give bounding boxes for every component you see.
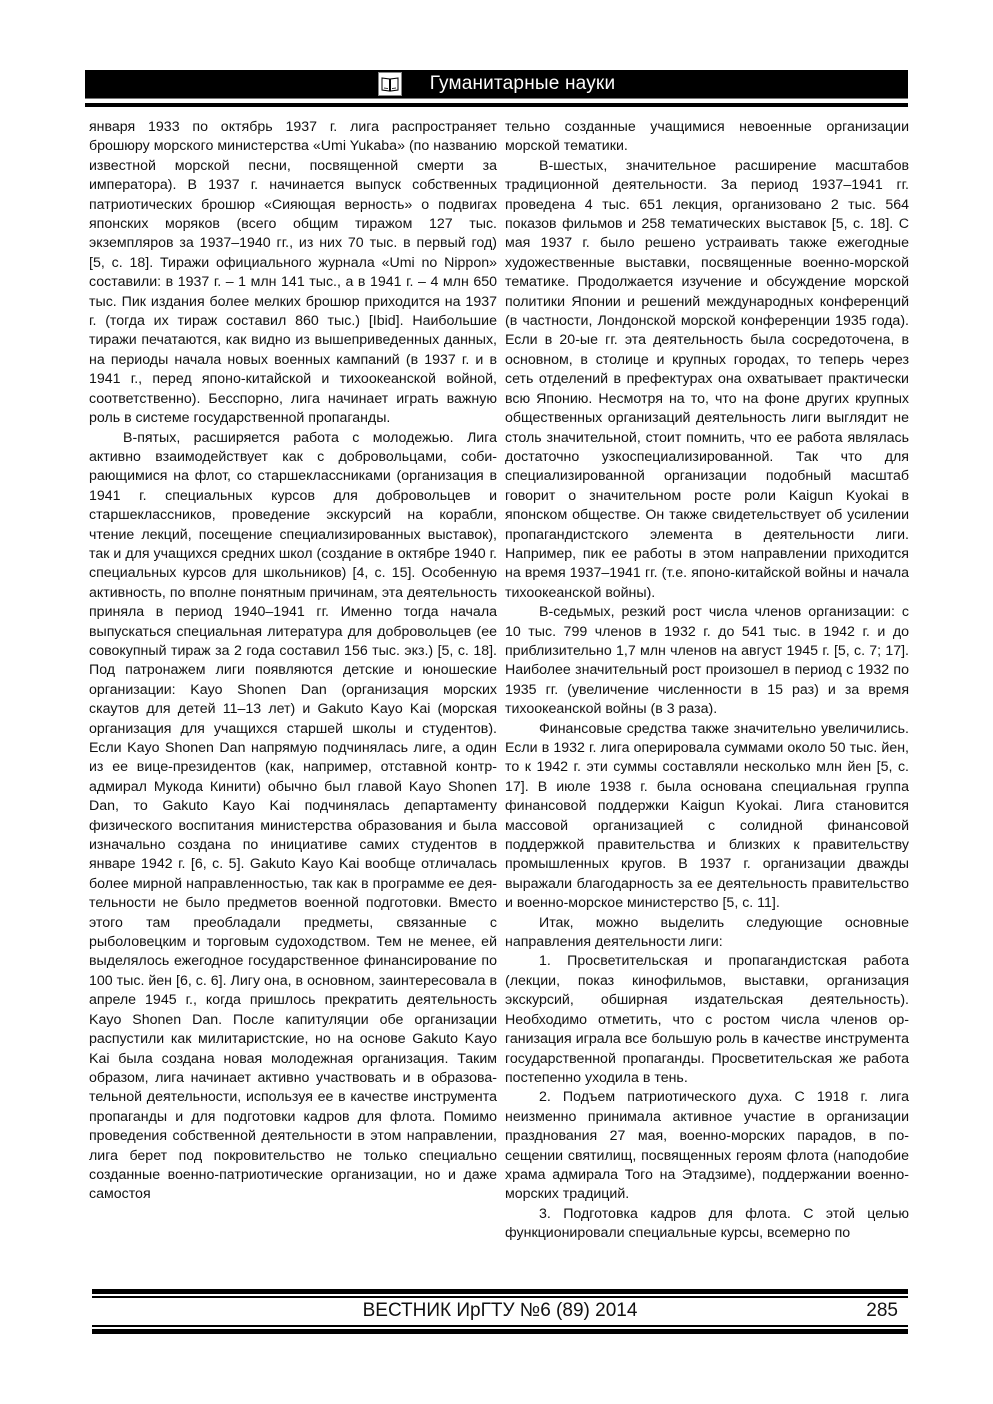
section-title: Гуманитарные науки <box>429 73 616 94</box>
journal-title: ВЕСТНИК ИрГТУ №6 (89) 2014 <box>362 1300 638 1321</box>
right-text-column <box>505 118 909 1244</box>
footer <box>92 1300 908 1324</box>
paragraph: января 1933 по октябрь 1937 г. лига распространяет брошюру морского министерства «Umi Yukaba» (по названию известной морской песни, посвященной смерти за императора). В 1937 г. начинается выпуск собственных патриотических брошюр «Сияющая верность» о подвигах японских моряков (всего общим тиражом 127 тыс. экземпляров за 1937–1940 гг., из них 70 тыс. в первый год) [5, с. 18]. Тиражи официального журнала «Umi no Nippon» составили: в 1937 г. – 1 млн 141 тыс., а в 1941 г. – 4 млн 650 тыс. Пик издания более мелких брошюр приходится на 1937 г. (тогда их тираж составил 860 тыс.) [Ibid]. Наибольшие тиражи печатаются, как видно из вышеприведенных данных, на периоды начала новых военных кампаний (в 1937 г. и в 1941 г., перед японо-китайской и тихоокеанской войной, соответственно). Бесспорно, лига начинает играть важную роль в системе государственной пропаганды. <box>89 119 497 427</box>
footer-divider-top-thin <box>92 1296 908 1298</box>
footer-divider-bottom-thin <box>92 1325 908 1327</box>
paragraph: Итак, можно выделить следующие основные направления деятельности лиги: <box>505 914 909 951</box>
paragraph: В-седьмых, резкий рост числа членов организации: с 10 тыс. 799 членов в 1932 г. до 541 тыс. в 1942 г. и до приблизительно 1,7 млн членов на август 1945 г. [5, с. 7; 17]. Наиболее значительный рост произошел в период с 1932 по 1935 гг. (увеличение численности в 15 раз) и за время тихоокеанской войны (в 3 раза). <box>505 604 909 718</box>
footer-divider-bottom-thick <box>92 1329 908 1334</box>
header-divider <box>85 103 908 107</box>
paragraph: 3. Подготовка кадров для флота. С этой целью функционировали специальные курсы, всемерно по <box>505 1205 909 1242</box>
paragraph: Финансовые средства также значительно увеличились. Если в 1932 г. лига оперировала суммами около 50 тыс. йен, то к 1942 г. эти суммы составляли несколько млн йен [5, с. 17]. В июле 1938 г. была основана специальная группа финансовой поддержки Kaigun Kyokai. Лига становится массовой организацией с солидной финансовой поддержкой правительства и близких к правительству промышленных кругов. В 1937 г. организации дважды выражали благодарность за ее деятельность правительство и военно-морское министерство [5, с. 11]. <box>505 720 909 912</box>
paragraph: тельно созданные учащимися невоенные организации морской тематики. <box>505 119 909 155</box>
page-number: 285 <box>866 1300 898 1321</box>
paragraph: В-шестых, значительное расширение масштабов традиционной деятельности. За период 1937–1941 гг. проведена 4 тыс. 651 лекция, организовано 2 тыс. 564 показов фильмов и 258 тематических выставок [5, с. 18]. С мая 1937 г. было решено устраивать также ежегодные художественные выставки, посвященные военно-морской тематике. Продолжается изучение и обсуждение морской политики Японии и решений международных конференций (в частности, Лондонской морской конференции 1935 года). Если в 20-ые гг. эта деятельность была сосредоточена, в основном, в столице и крупных городах, то теперь через сеть отделений в префектурах она охватывает практически всю Японию. Несмотря на то, что на фоне других крупных общественных организаций деятельность лиги выглядит не столь значительной, стоит помнить, что ее работа являлась достаточно узкоспециализированной. Так что для специализированной организации подобный масштаб говорит о значительном росте роли Kaigun Kyokai в японском обществе. Он также свидетельствует об усилении пропагандистского элемента в деятельности лиги. Например, пик ее работы в этом направлении приходится на время 1937–1941 гг. (т.е. японо-китайской войны и начала тихоокеанской войны). <box>505 157 909 601</box>
paragraph: В-пятых, расширяется работа с молодежью. Лига активно взаимодействует как с добровольцами, собирающимися на флот, со старшеклассниками (организация в 1941 г. специальных курсов для добровольцев и старшеклассников, проведение экскурсий на корабли, чтение лекций, посещение специализированных выставок), так и для учащихся средних школ (создание в октябре 1940 г. специальных курсов для школьников) [4, с. 15]. Особенную активность, по вполне понятным причинам, эта деятельность приняла в период 1940–1941 гг. Именно тогда начала выпускаться специальная литература для добровольцев (ее совокупный тираж за 2 года составил 156 тыс. экз.) [5, с. 18]. Под патронажем лиги появляются детские и юношеские организации: Kayo Shonen Dan (организация морских скаутов для детей 11–13 лет) и Gakuto Kayo Kai (морская организация для учащихся старшей школы и студентов). Если Kayo Shonen Dan напрямую подчинялась лиге, а один из ее вице-президентов (как, например, отставной контр-адмирал Мукода Кинити) обычно был главой Kayo Shonen Dan, то Gakuto Kayo Kai подчинялась департаменту физического воспитания министерства образования и была изначально создана по инициативе самих студентов в январе 1942 г. [6, с. 5]. Gakuto Kayo Kai вообще отличалась более мирной направленностью, так как в программе ее деятельности не было предметов военной подготовки. Вместо этого там преобладали предметы, связанные с рыболовецким и торговым судоходством. Тем не менее, ей выделялось ежегодное государственное финансирование по 100 тыс. йен [6, с. 6]. Лигу она, в основном, заинтересовала в апреле 1945 г., когда пришлось прекратить деятельность Kayo Shonen Dan. После капитуляции обе организации распустили как милитаристские, но на основе Gakuto Kayo Kai была создана новая молодежная организация. Таким образом, лига начинает активно участвовать и в образовательной деятельности, используя ее в качестве инструмента пропаганды и для подготовки кадров для флота. Помимо проведения собственной деятельности в этом направлении, лига берет под покровительство не только специально созданные военно-патриотические организации, но и даже самостоя <box>89 429 497 1203</box>
section-header-bar <box>85 70 908 99</box>
paragraph: 1. Просветительская и пропагандистская работа (лекции, показ кинофильмов, выставки, организация экскурсий, обширная издательская деятельность). Необходимо отметить, что с ростом числа членов организация играла все большую роль в качестве инструмента государственной пропаганды. Просветительская же работа постепенно уходила в тень. <box>505 953 909 1086</box>
open-book-icon <box>378 72 402 96</box>
paragraph: 2. Подъем патриотического духа. С 1918 г. лига неизменно принимала активное участие в организации празднования 27 мая, военно-морских парадов, в посещении святилищ, посвященных героям флота (наподобие храма адмирала Того на Этадзиме), поддержании военно-морских традиций. <box>505 1089 909 1203</box>
left-text-column <box>89 118 497 1205</box>
footer-divider-top-thick <box>92 1289 908 1294</box>
